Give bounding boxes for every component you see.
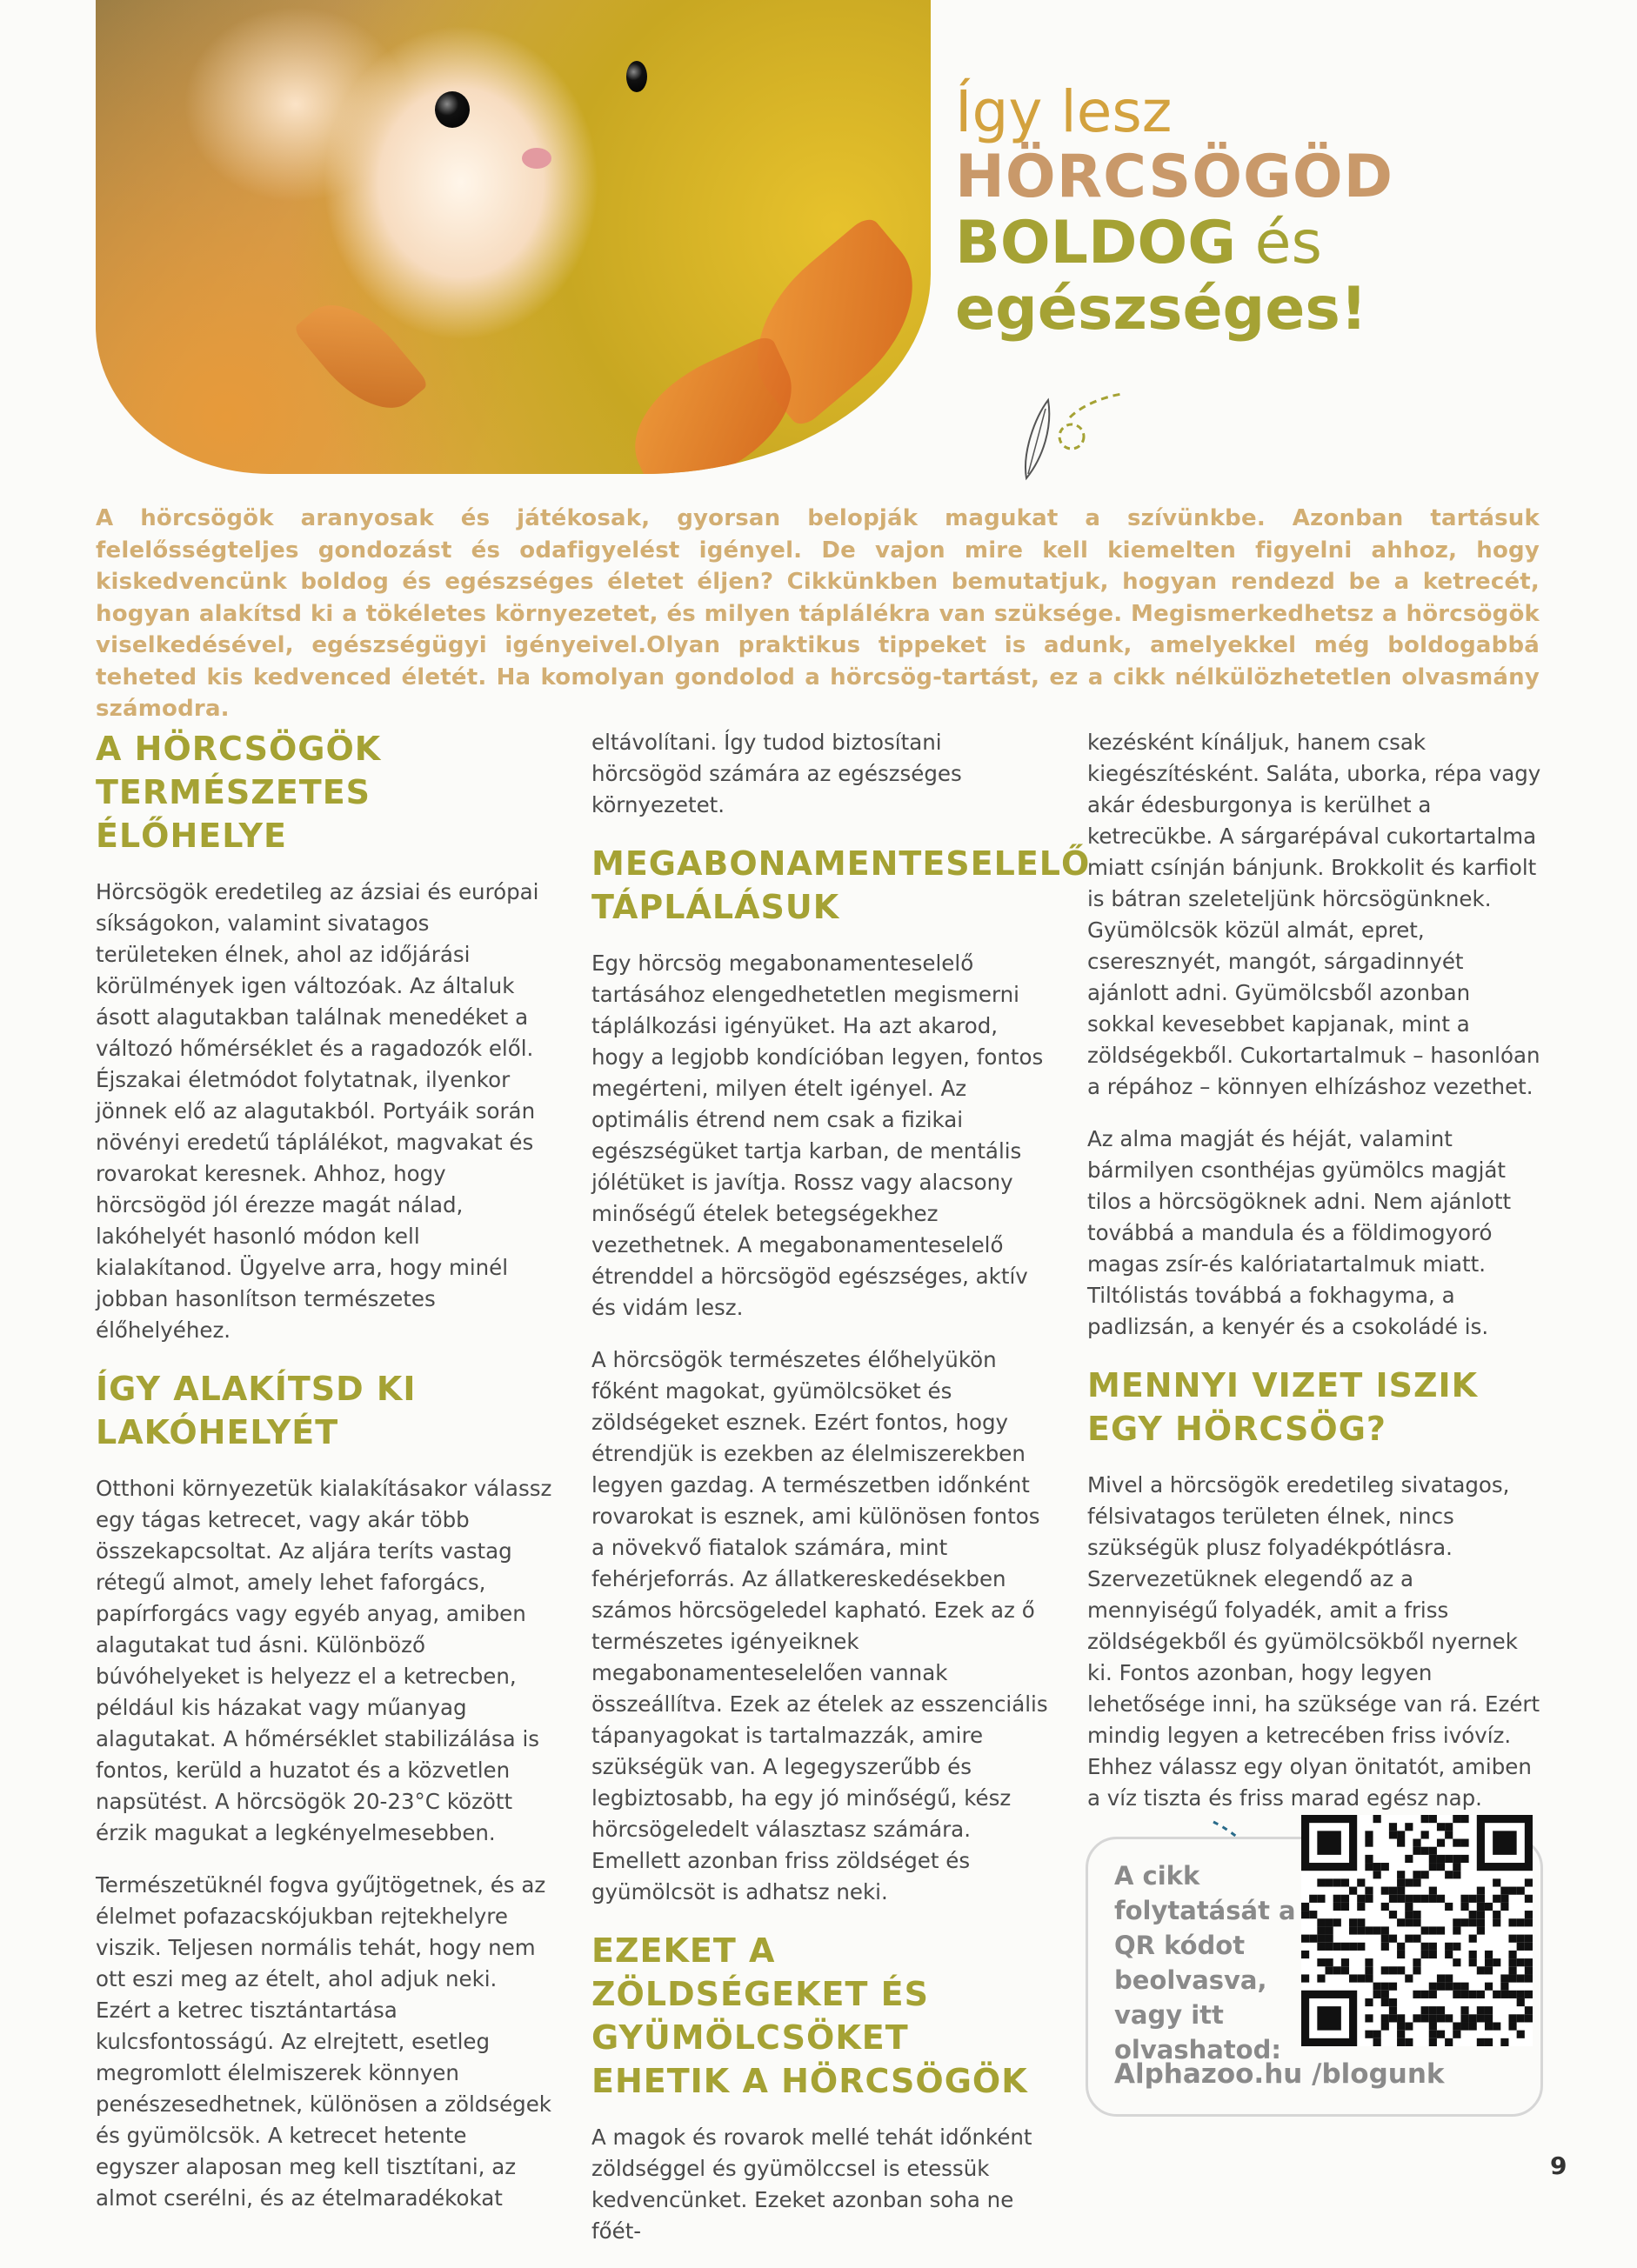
paragraph: kezésként kínáljuk, hanem csak kiegészítésként. Saláta, uborka, répa vagy akár édesburgonya is kerülhet a ketrecükbe. A sárgarépával cukortartalma miatt csínján bánjunk. Brokkolit és karfiolt is bátran szeleteljünk hörcsögünknek. Gyümölcsök közül almát, epret, cseresznyét, mangót, sárgadinnyét ajánlott adni. Gyümölcsből azonban sokkal kevesebbet kapjanak, mint a zöldségekből. Cukortartalmuk – hasonlóan a répához – könnyen elhízáshoz vezethet. <box>1087 730 1541 1099</box>
paragraph: Az alma magját és héját, valamint bármilyen csonthéjas gyümölcs magját tilos a hörcsögöknek adni. Nem ajánlott továbbá a mandula és a földimogyoró magas zsír-és kalóriatartalmuk miatt. Tiltólistás továbbá a fokhagyma, a padlizsán, a kenyér és a csokoládé is. <box>1087 1126 1512 1339</box>
title-es: és <box>1254 209 1322 278</box>
autumn-leaf <box>292 284 430 429</box>
hero-hamster-photo <box>96 0 931 474</box>
paragraph: Egy hörcsög megabonamenteselelő tartásához elengedhetetlen megismerni táplálkozási igényüket. Ha azt akarod, hogy a legjobb kondícióban legyen, fontos megérteni, milyen ételt igényel. Az optimális étrend nem csak a fizikai egészségüket tartja karban, de mentális jólétüket is javítja. Rossz vagy alacsony minőségű ételek betegségekhez vezethetnek. A megabonamenteselelő étrenddel a hörcsögöd egészséges, aktív és vidám lesz. <box>591 951 1044 1320</box>
intro-paragraph: A hörcsögök aranyosak és játékosak, gyorsan belopják magukat a szívünkbe. Azonban tartásuk felelősségteljes gondozást és odafigyelést igényel. De vajon mire kell kiemelten figyelni ahhoz, hogy kiskedvencünk boldog és egészséges életet éljen? Cikkünkben bemutatjuk, hogyan rendezd be a ketrecét, hogyan alakítsd ki a tökéletes környezetet, és milyen táplálékra van szüksége. Megismerkedhetsz a hörcsögök viselkedésével, egészségügyi igényeivel.Olyan praktikus tippeket is adunk, amelyekkel még boldogabbá teheted kis kedvenced életét. Ha komolyan gondolod a hörcsög-tartást, ez a cikk nélkülözhetetlen olvasmány számodra. <box>96 505 1540 722</box>
feather-icon <box>1009 383 1122 487</box>
hamster-eye <box>435 91 470 128</box>
blog-link[interactable]: Alphazoo.hu /blogunk <box>1114 2058 1445 2090</box>
paragraph: A magok és rovarok mellé tehát időnként zöldséggel és gyümölccsel is etessük kedvencünket. Ezeket azonban soha ne főét- <box>591 2125 1032 2244</box>
page-number: 9 <box>1550 2151 1567 2180</box>
heading-feeding: MEGABONAMENTESELELŐ TÁPLÁLÁSUK <box>591 844 1091 926</box>
paragraph: Természetüknél fogva gyűjtögetnek, és az élelmet pofazacskójukban rejtekhelyre viszik. Teljesen normális tehát, hogy nem ott eszi meg az ételt, ahol adjuk neki. Ezért a ketrec tisztántartása kulcsfontosságú. Az elrejtett, esetleg megromlott élelmiszerek könnyen penészesedhetnek, különösen a zöldségek és gyümölcsök. A ketrecet hetente egyszer alaposan meg kell tisztítani, az almot cserélni, és az ételmaradékokat <box>96 1872 551 2211</box>
hamster-eye <box>626 61 647 92</box>
heading-habitat-setup: ÍGY ALAKÍTSD KI LAKÓHELYÉT <box>96 1370 417 1451</box>
column-3 <box>1087 727 1544 1835</box>
column-2 <box>591 727 1091 2268</box>
title-line-4: egészséges! <box>955 275 1367 344</box>
title-line-2: HÖRCSÖGÖD <box>955 142 1394 211</box>
paragraph: Otthoni környezetük kialakításakor válassz egy tágas ketrecet, vagy akár több összekapcsoltat. Az aljára teríts vastag rétegű almot, amely lehet faforgács, papírforgács vagy egyéb anyag, amiben alagutakat tud ásni. Különböző búvóhelyeket is helyezz el a ketrecben, például kis házakat vagy műanyag alagutakat. A hőmérséklet stabilizálása is fontos, kerüld a huzatot és a közvetlen napsütést. A hörcsögök 20-23°C között érzik magukat a legkényelmesebben. <box>96 1476 552 1845</box>
heading-natural-habitat: A HÖRCSÖGÖK TERMÉSZETES ÉLŐHELYE <box>96 730 382 855</box>
paragraph: A hörcsögök természetes élőhelyükön főként magokat, gyümölcsöket és zöldségeket esznek. Ezért fontos, hogy étrendjük is ezekben az élelmiszerekben legyen gazdag. A természetben időnként rovarokat is esznek, ami különösen fontos a növekvő fiatalok számára, mint fehérjeforrás. Az állatkereskedésekben számos hörcsögeledel kapható. Ezek az ő természetes igényeiknek megabonamenteselelően vannak összeállítva. Ezek az ételek az esszenciális tápanyagokat is tartalmazzák, amire szükségük van. A legegyszerűbb és legbiztosabb, ha egy jó minőségű, kész hörcsögeledelt választasz számára. Emellett azonban friss zöldséget és gyümölcsöt is adhatsz neki. <box>591 1347 1048 1904</box>
paragraph: eltávolítani. Így tudod biztosítani hörcsögöd számára az egészséges környezetet. <box>591 730 962 817</box>
hamster-nose <box>522 148 551 169</box>
paragraph: Hörcsögök eredetileg az ázsiai és európai síkságokon, valamint sivatagos területeken élnek, ahol az időjárási körülmények igen változóak. Az általuk ásott alagutakban találnak menedéket a változó hőmérséklet és a ragadozók elől. Éjszakai életmódot folytatnak, ilyenkor jönnek elő az alagutakból. Portyáik során növényi eredetű táplálékot, magvakat és rovarokat keresnek. Ahhoz, hogy hörcsögöd jól érezze magát nálad, lakóhelyét hasonló módon kell kialakítanod. Ügyelve arra, hogy minél jobban hasonlítson természetes élőhelyéhez. <box>96 879 539 1343</box>
heading-water: MENNYI VIZET ISZIK EGY HÖRCSÖG? <box>1087 1366 1479 1448</box>
qr-callout-text: A cikk folytatását a QR kódot beolvasva, vagy itt olvashatod: <box>1114 1861 1296 2065</box>
page-title <box>955 80 1393 343</box>
qr-code-icon[interactable] <box>1301 1815 1533 2046</box>
title-boldog: BOLDOG <box>955 209 1237 278</box>
title-line-1: Így lesz <box>955 78 1173 145</box>
column-1 <box>96 727 552 2235</box>
paragraph: Mivel a hörcsögök eredetileg sivatagos, félsivatagos területen élnek, nincs szükségük plusz folyadékpótlásra. Szervezetüknek elegendő az a mennyiségű folyadék, amit a friss zöldségekből és gyümölcsökből nyernek ki. Fontos azonban, hogy legyen lehetősége inni, ha szüksége van rá. Ezért mindig legyen a ketrecében friss ivóvíz. Ehhez válassz egy olyan önitatót, amiben a víz tiszta és friss marad egész nap. <box>1087 1472 1540 1811</box>
heading-vegetables-fruits: EZEKET A ZÖLDSÉGEKET ÉS GYÜMÖLCSÖKET EHETIK A HÖRCSÖGÖK <box>591 1931 1028 2100</box>
qr-callout-box <box>1086 1837 1543 2117</box>
title-line-3 <box>955 210 1393 277</box>
